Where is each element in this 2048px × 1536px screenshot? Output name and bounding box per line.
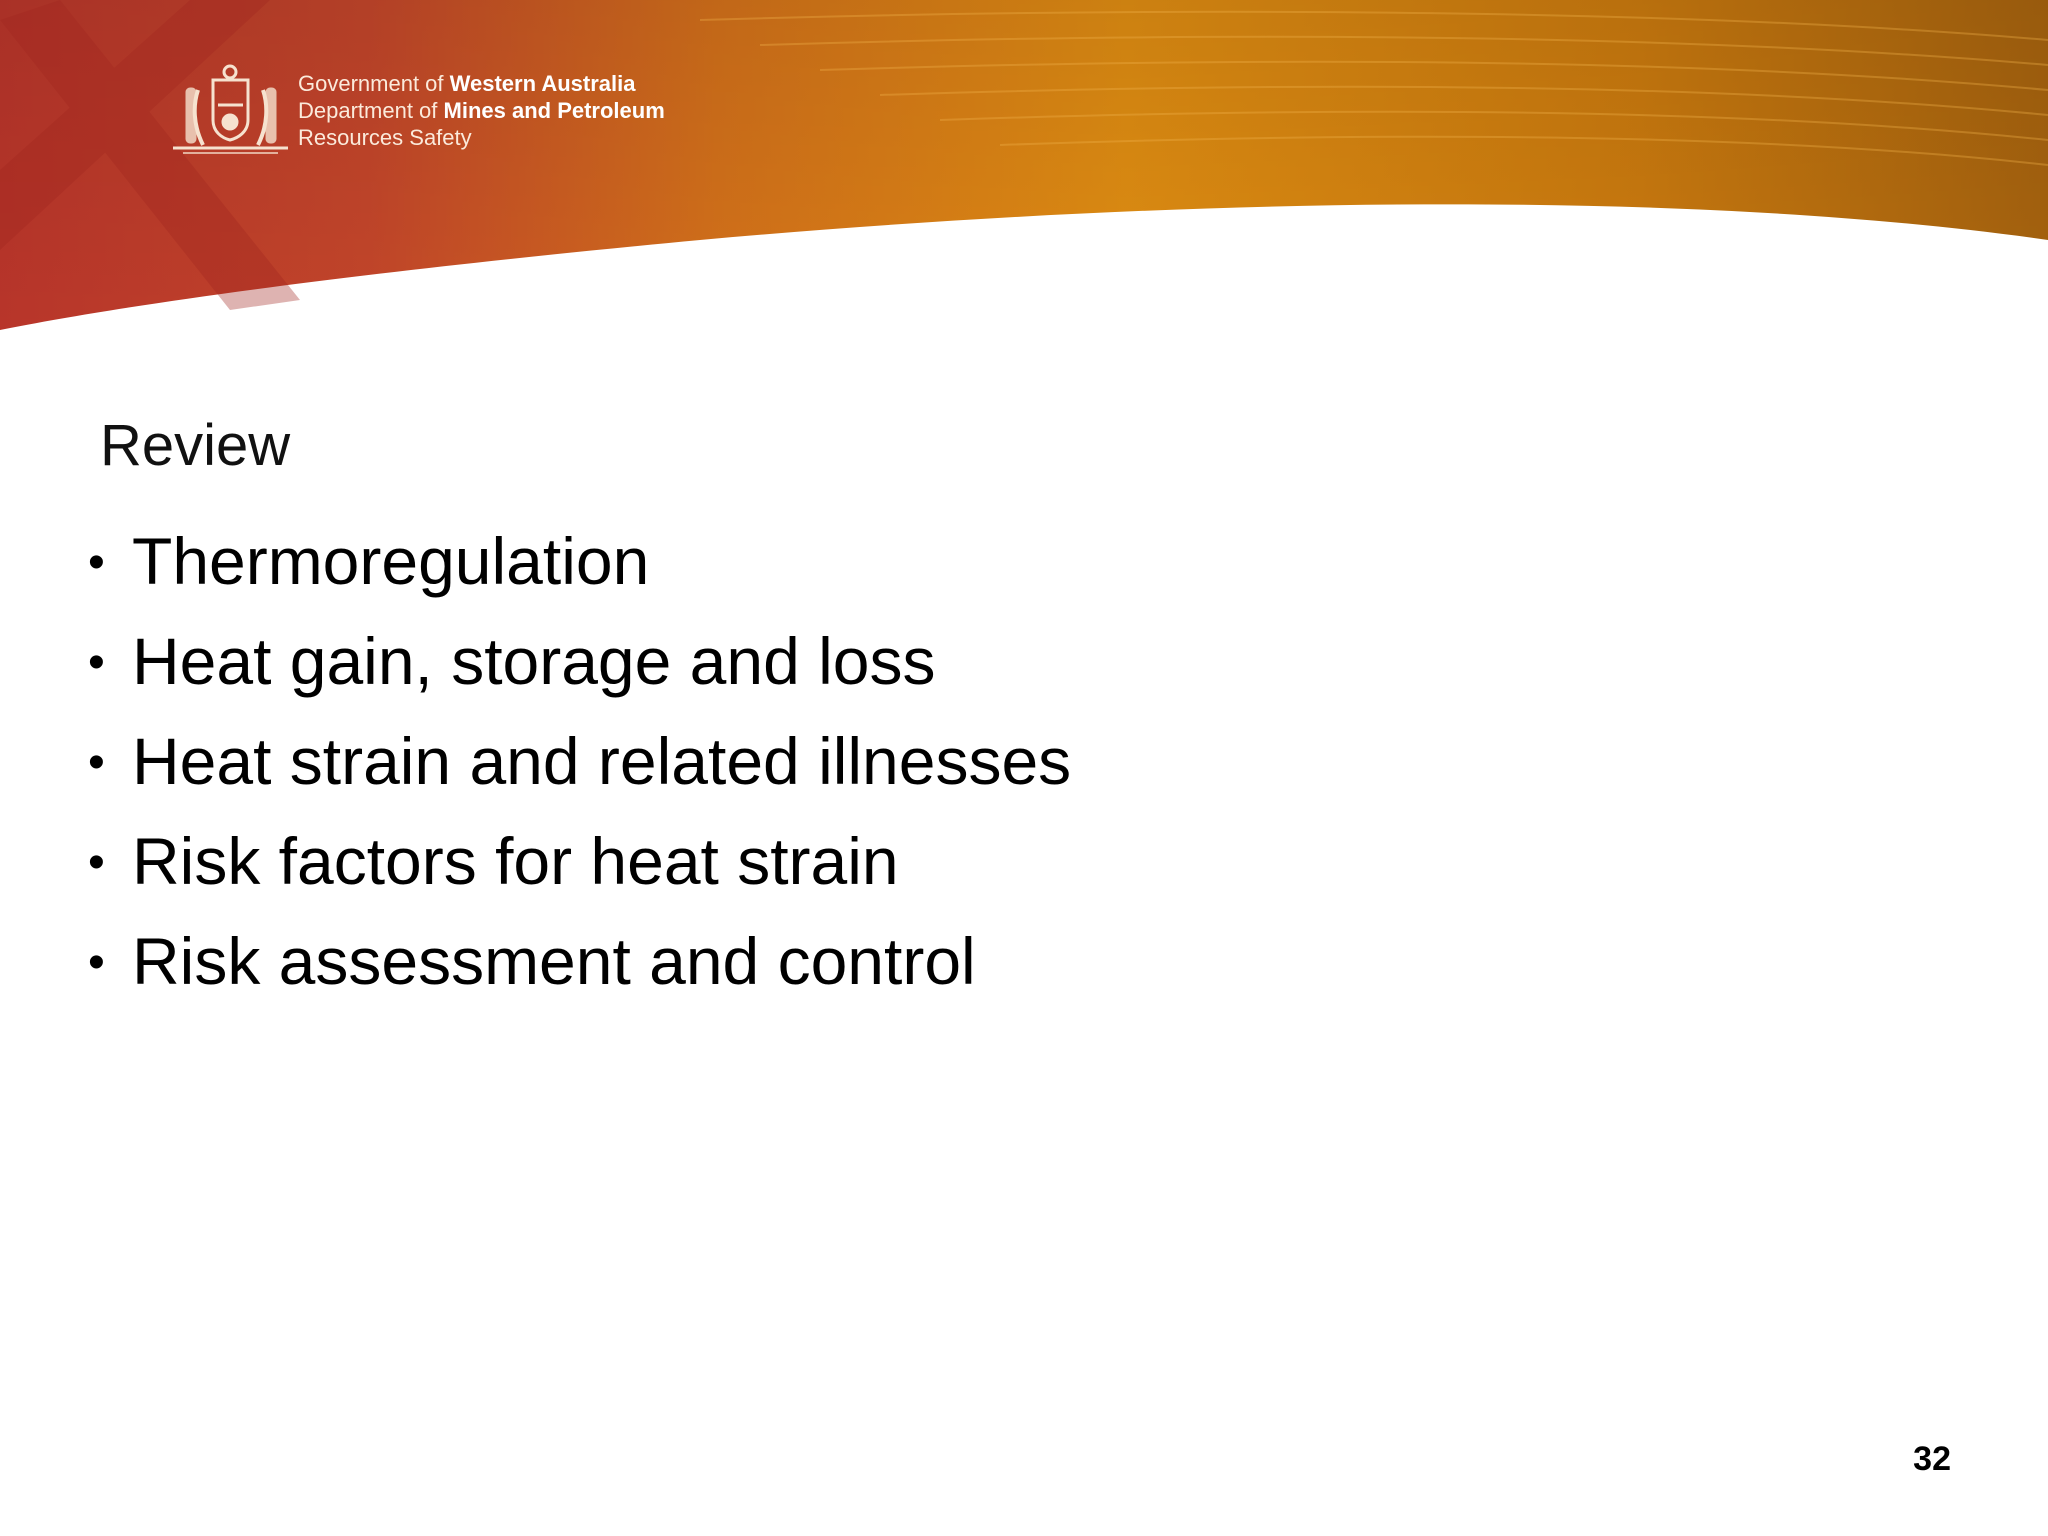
bullet-icon: • (88, 536, 105, 589)
bullet-icon: • (88, 836, 105, 889)
bullet-item: • Thermoregulation (88, 512, 1071, 612)
bullet-icon: • (88, 936, 105, 989)
bullet-list (88, 512, 1071, 1012)
bullet-icon: • (88, 736, 105, 789)
page-number: 32 (1913, 1440, 1951, 1478)
bullet-item: • Risk factors for heat strain (88, 812, 1071, 912)
government-logo (168, 60, 708, 160)
bullet-icon: • (88, 636, 105, 689)
bullet-item: • Risk assessment and control (88, 912, 1071, 1012)
coat-of-arms-icon (168, 60, 293, 160)
org-line-department: Department of Mines and Petroleum (298, 98, 665, 123)
slide-title: Review (100, 413, 291, 478)
org-line-division: Resources Safety (298, 125, 472, 150)
bullet-item: • Heat strain and related illnesses (88, 712, 1071, 812)
org-line-government: Government of Western Australia (298, 71, 636, 96)
header-banner (0, 0, 2048, 340)
bullet-item: • Heat gain, storage and loss (88, 612, 1071, 712)
organisation-name (298, 70, 718, 151)
